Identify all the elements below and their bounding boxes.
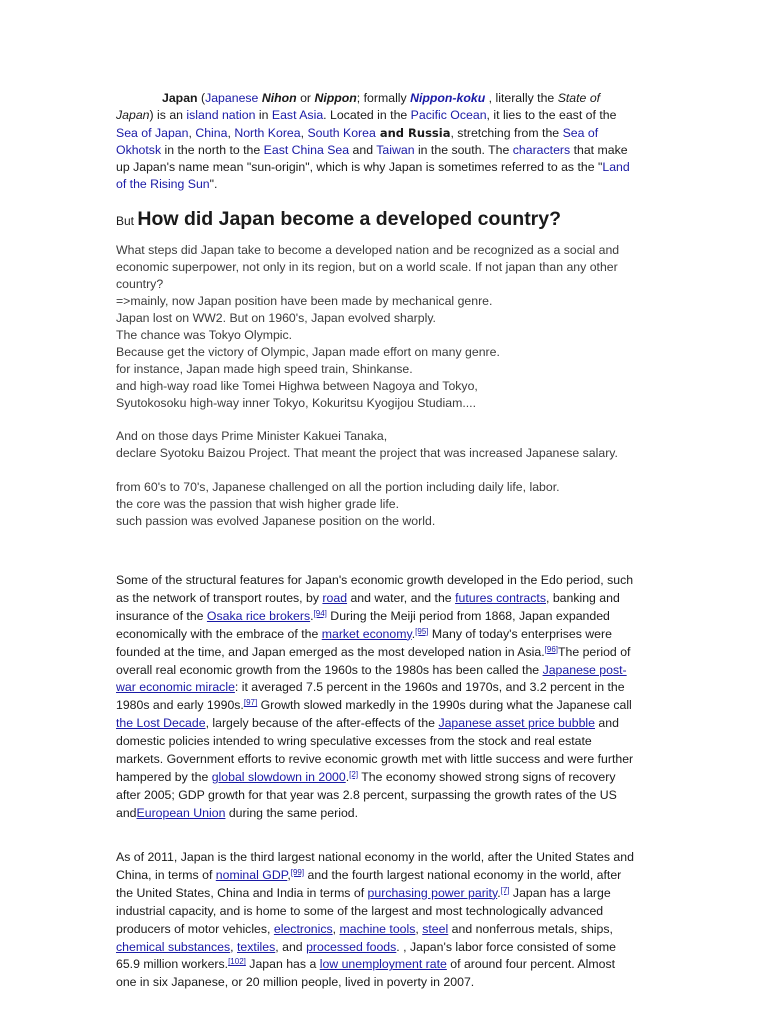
link-characters[interactable]: characters — [512, 142, 571, 157]
text: , and — [275, 939, 307, 954]
text: or — [296, 91, 315, 105]
tanaka-line: And on those days Prime Minister Kakuei Tanaka, — [116, 429, 388, 443]
ref-96[interactable]: [96] — [544, 644, 558, 654]
text: , it lies to the east of the — [486, 108, 617, 123]
text: Japan has a large industrial capacity, and is home to some of the largest and most technologically advanced producers of motor vehicles, — [116, 885, 611, 936]
link-nominal-gdp[interactable]: nominal GDP — [215, 867, 288, 882]
link-global-slowdown[interactable]: global slowdown in 2000 — [211, 769, 346, 784]
text: As of 2011, Japan is the third largest national economy in the world, after the United States and China, in terms of — [116, 850, 634, 882]
question-line: Syutokosoku high-way inner Tokyo, Kokuritsu Kyogijou Studiam.... — [116, 396, 476, 410]
ref-102[interactable]: [102] — [228, 957, 246, 967]
text: . Located in the — [323, 108, 411, 123]
intro-paragraph — [116, 90, 636, 194]
tanaka-block — [116, 428, 656, 462]
sixties-line: from 60's to 70's, Japanese challenged on all the portion including daily life, labor. — [116, 480, 560, 494]
link-textiles[interactable]: textiles — [237, 939, 276, 954]
text: , — [415, 921, 423, 936]
link-processed-foods[interactable]: processed foods — [306, 939, 397, 954]
sixties-line: the core was the passion that wish higher grade life. — [116, 497, 399, 511]
link-north-korea[interactable]: North Korea — [234, 125, 301, 140]
japan-term: Japan — [162, 91, 198, 105]
link-market-economy[interactable]: market economy — [321, 626, 412, 641]
text: . — [497, 885, 501, 900]
link-european-union[interactable]: European Union — [136, 805, 226, 820]
text: , — [300, 125, 308, 140]
question-line: economic superpower, not only in its region, but on a world scale. If not japan than any other — [116, 260, 618, 274]
link-electronics[interactable]: electronics — [273, 921, 333, 936]
text: , — [230, 939, 237, 954]
link-china[interactable]: China — [195, 125, 228, 140]
text: . — [310, 608, 314, 623]
text: and water, and the — [347, 590, 456, 605]
text: and the fourth largest national economy in the world, after the United States, China and India in terms of — [116, 867, 622, 900]
link-sea-of-japan[interactable]: Sea of Japan — [116, 125, 189, 140]
question-line: Because get the victory of Olympic, Japan made effort on many genre. — [116, 345, 500, 359]
text: , stretching from the — [450, 125, 563, 140]
text: that make up Japan's name mean "sun-origin", which is why Japan is sometimes referred to as the " — [116, 142, 628, 175]
link-machine-tools[interactable]: machine tools — [339, 921, 416, 936]
link-east-china-sea[interactable]: East China Sea — [263, 142, 350, 157]
text: The period of overall real economic growth from the 1960s to the 1980s has been called the — [116, 644, 631, 677]
link-east-asia[interactable]: East Asia — [271, 108, 324, 123]
text: ( — [197, 91, 206, 105]
text: and — [349, 142, 377, 157]
ref-99[interactable]: [99] — [290, 867, 305, 877]
link-futures-contracts[interactable]: futures contracts — [455, 590, 546, 605]
ref-95[interactable]: [95] — [415, 626, 429, 636]
text: in — [255, 108, 272, 123]
text: , banking and insurance of the — [116, 590, 620, 623]
heading-title: How did Japan become a developed country? — [137, 208, 562, 230]
text: : it averaged 7.5 percent in the 1960s and 1970s, and 3.2 percent in the 1980s and early 1990s. — [116, 680, 625, 713]
text: and nonferrous metals, ships, — [448, 921, 613, 936]
nippon-koku-term: Nippon-koku — [410, 91, 486, 105]
text: Many of today's enterprises were founded at the time, and Japan emerged as the most developed nation in Asia. — [116, 626, 612, 659]
economy-paragraph-2 — [116, 849, 636, 992]
link-sea-of-okhotsk[interactable]: Sea of Okhotsk — [116, 125, 599, 157]
text: ) is an — [149, 108, 187, 123]
text: Growth slowed markedly in the 1990s during what the Japanese call — [257, 698, 632, 713]
nihon-term: Nihon — [261, 91, 297, 105]
text: during the same period. — [225, 805, 359, 820]
question-line: country? — [116, 277, 164, 291]
link-steel[interactable]: steel — [422, 921, 449, 936]
question-line: Japan lost on WW2. But on 1960's, Japan evolved sharply. — [116, 311, 436, 325]
text: ". — [209, 177, 218, 192]
link-asset-price-bubble[interactable]: Japanese asset price bubble — [438, 716, 595, 731]
question-line: The chance was Tokyo Olympic. — [116, 328, 293, 342]
text: in the south. The — [414, 142, 513, 157]
link-land-of-rising-sun[interactable]: Land of the Rising Sun — [116, 160, 630, 192]
link-low-unemployment-rate[interactable]: low unemployment rate — [319, 957, 447, 972]
text: , — [287, 867, 291, 882]
link-lost-decade[interactable]: the Lost Decade — [116, 716, 206, 731]
link-taiwan[interactable]: Taiwan — [376, 142, 415, 157]
text: Some of the structural features for Japan's economic growth developed in the Edo period, such as the network of transport routes, by — [116, 573, 634, 605]
link-economic-miracle[interactable]: Japanese post-war economic miracle — [116, 662, 627, 695]
nippon-term: Nippon — [314, 91, 357, 105]
text: ; formally — [356, 91, 411, 105]
text: . — [345, 769, 350, 784]
ref-7[interactable]: [7] — [500, 885, 510, 895]
text: of around four percent. Almost one in six Japanese, or 20 million people, lived in poverty in 2007. — [116, 957, 616, 990]
text: During the Meiji period from 1868, Japan expanded economically with the embrace of the — [116, 608, 610, 641]
link-osaka-rice-brokers[interactable]: Osaka rice brokers — [206, 608, 311, 623]
state-of-japan: State of Japan — [116, 91, 601, 123]
link-purchasing-power-parity[interactable]: purchasing power parity — [367, 885, 498, 900]
economy-paragraph-1 — [116, 572, 636, 823]
text: Japan has a — [245, 957, 320, 972]
text: , — [188, 125, 196, 140]
text: in the north to the — [161, 142, 264, 157]
text: . — [411, 626, 416, 641]
section-heading — [116, 208, 676, 231]
ref-2[interactable]: [2] — [349, 769, 359, 779]
tanaka-line: declare Syotoku Baizou Project. That meant the project that was increased Japanese salary. — [116, 446, 618, 460]
text: and domestic policies intended to wring speculative excesses from the stock and real estate markets. Government efforts to revive economic growth met with little success and were further hampered by the — [116, 716, 634, 784]
text: The economy showed strong signs of recovery after 2005; GDP growth for that year was 2.8 percent, surpassing the growth rates of the US and — [116, 769, 617, 820]
text: , — [227, 125, 235, 140]
sixties-block — [116, 479, 656, 530]
question-line: =>mainly, now Japan position have been made by mechanical genre. — [116, 294, 493, 308]
question-block — [116, 242, 656, 412]
text: , largely because of the after-effects of the — [205, 716, 439, 731]
link-pacific-ocean[interactable]: Pacific Ocean — [410, 108, 487, 123]
ref-94[interactable]: [94] — [313, 608, 327, 618]
question-line: for instance, Japan made high speed train, Shinkanse. — [116, 362, 413, 376]
ref-97[interactable]: [97] — [243, 698, 258, 708]
question-line: What steps did Japan take to become a developed nation and be recognized as a social and — [116, 243, 620, 257]
heading-prefix: But — [116, 214, 138, 228]
text: , literally the — [485, 91, 558, 105]
link-south-korea[interactable]: South Korea — [307, 125, 376, 140]
link-chemical-substances[interactable]: chemical substances — [116, 939, 231, 954]
text: , — [332, 921, 340, 936]
question-line: and high-way road like Tomei Highwa between Nagoya and Tokyo, — [116, 379, 478, 393]
sixties-line: such passion was evolved Japanese position on the world. — [116, 514, 436, 528]
link-japanese[interactable]: Japanese — [205, 91, 259, 105]
link-road[interactable]: road — [322, 590, 348, 605]
and-russia: and Russia — [375, 125, 451, 140]
link-island-nation[interactable]: island nation — [186, 108, 256, 123]
text: . , Japan's labor force consisted of some 65.9 million workers. — [116, 939, 617, 972]
